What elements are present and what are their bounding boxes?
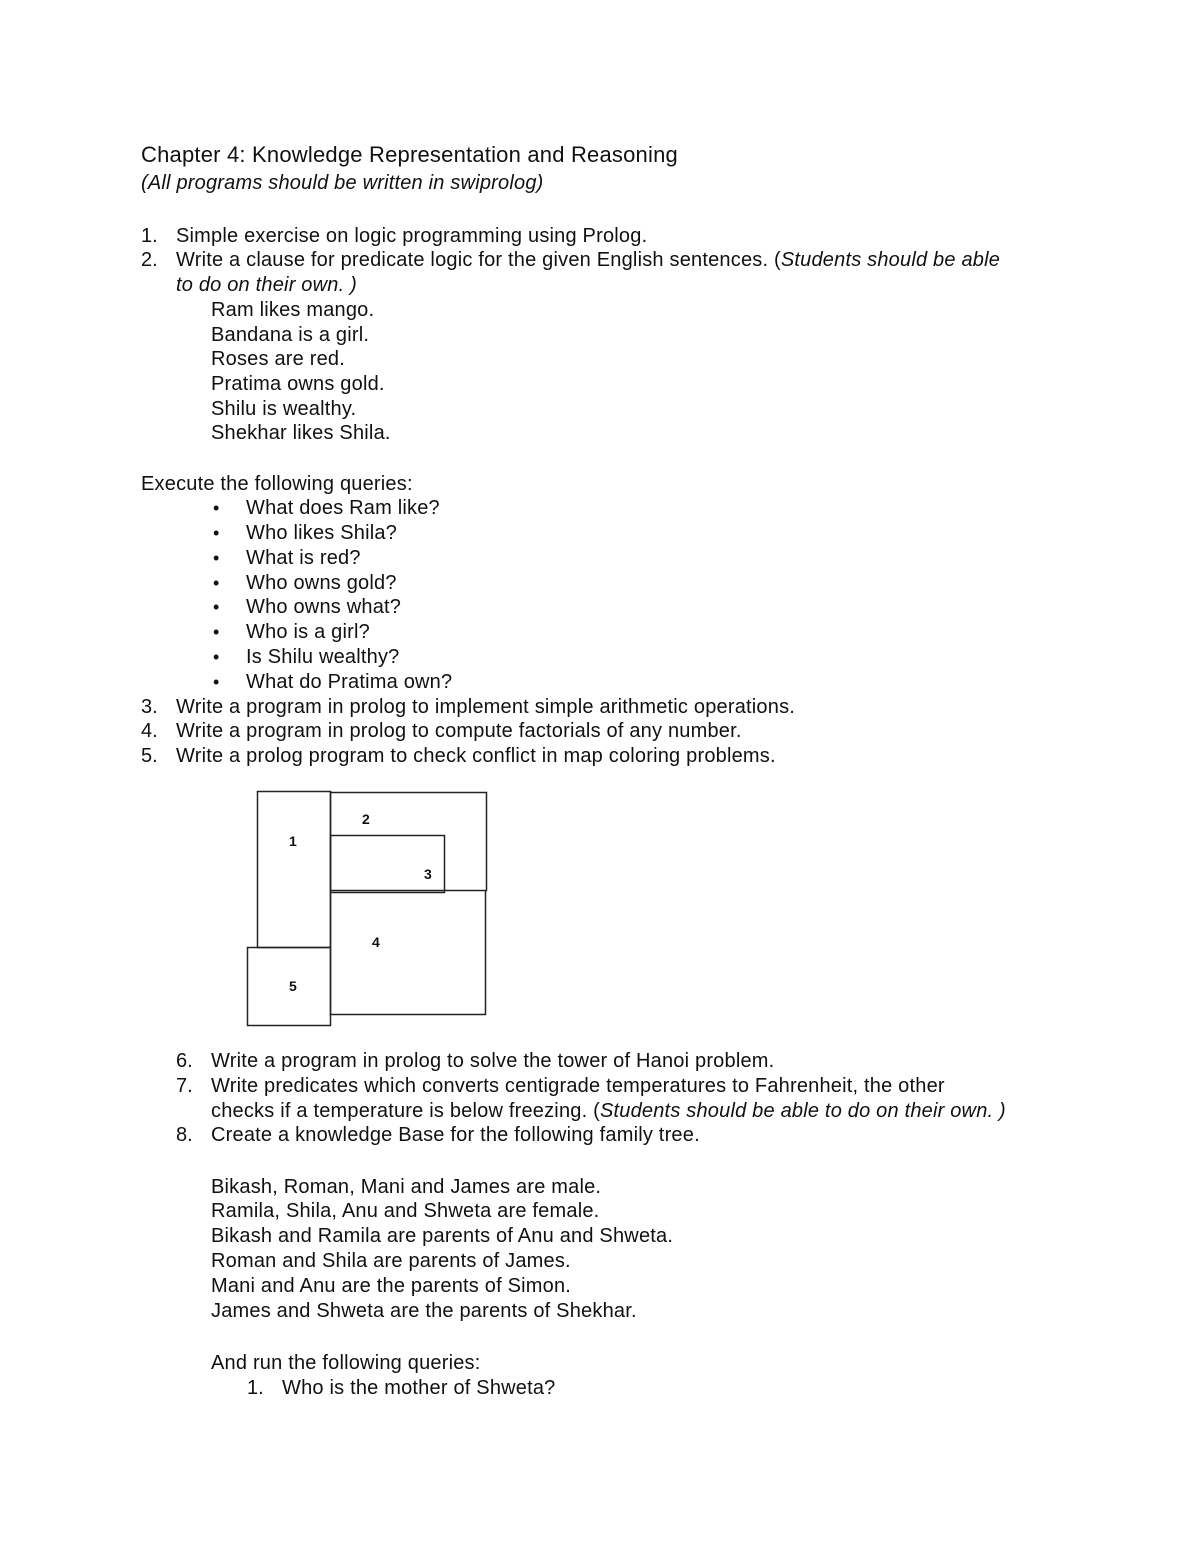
family-query-number: 1. [247,1377,264,1399]
family-fact: Mani and Anu are the parents of Simon. [211,1275,572,1297]
item-number: 8. [176,1124,193,1146]
map-coloring-diagram [240,785,500,1035]
page-title: Chapter 4: Knowledge Representation and Reasoning [141,142,678,167]
item-text: Write a prolog program to check conflict in map coloring problems. [176,745,776,767]
bullet-icon: • [213,548,220,568]
family-queries-intro: And run the following queries: [211,1352,481,1374]
query-item: Who owns gold? [246,572,397,594]
sentence: Pratima owns gold. [211,373,385,395]
family-fact: Bikash and Ramila are parents of Anu and Shweta. [211,1225,674,1247]
query-item: Who likes Shila? [246,522,398,544]
bullet-icon: • [213,498,220,518]
item-text: Write a program in prolog to compute factorials of any number. [176,720,742,742]
map-label-3: 3 [424,866,432,882]
bullet-icon: • [213,523,220,543]
family-fact: Ramila, Shila, Anu and Shweta are female. [211,1200,600,1222]
bullet-icon: • [213,622,220,642]
item-text: Write a program in prolog to solve the tower of Hanoi problem. [211,1050,775,1072]
query-item: What does Ram like? [246,497,440,519]
item-text-continued [211,1099,1006,1123]
page-subtitle: (All programs should be written in swiprolog) [141,172,544,194]
query-item: What is red? [246,547,361,569]
sentence: Shilu is wealthy. [211,398,357,420]
item-text: Write a program in prolog to implement simple arithmetic operations. [176,696,796,718]
map-label-2: 2 [362,811,370,827]
queries-intro: Execute the following queries: [141,473,413,495]
item-number: 6. [176,1050,193,1072]
query-item: Who owns what? [246,596,402,618]
sentence: Roses are red. [211,348,345,370]
item-note-continued: to do on their own. ) [176,274,357,296]
bullet-icon: • [213,647,220,667]
query-item: Is Shilu wealthy? [246,646,400,668]
item-number: 7. [176,1075,193,1097]
sentence: Bandana is a girl. [211,324,370,346]
query-item: What do Pratima own? [246,671,453,693]
sentence: Ram likes mango. [211,299,375,321]
item-text: Simple exercise on logic programming using Prolog. [176,225,648,247]
query-item: Who is a girl? [246,621,370,643]
sentence: Shekhar likes Shila. [211,422,391,444]
map-region-4 [331,891,486,1015]
map-region-2 [331,793,487,891]
family-fact: Bikash, Roman, Mani and James are male. [211,1176,602,1198]
map-label-5: 5 [289,978,297,994]
map-label-4: 4 [372,934,380,950]
map-region-3 [331,836,445,893]
item-text: Create a knowledge Base for the following family tree. [211,1124,700,1146]
family-query-text: Who is the mother of Shweta? [282,1377,556,1399]
item-text-main: Write a clause for predicate logic for the given English sentences. ( [176,249,781,271]
bullet-icon: • [213,597,220,617]
item-number: 2. [141,249,158,271]
item-number: 5. [141,745,158,767]
bullet-icon: • [213,672,220,692]
item-text: Write predicates which converts centigrade temperatures to Fahrenheit, the other [211,1075,945,1097]
map-label-1: 1 [289,833,297,849]
item-number: 1. [141,225,158,247]
item-note: Students should be able [780,249,1001,271]
item-text [176,248,1000,272]
item-number: 3. [141,696,158,718]
bullet-icon: • [213,573,220,593]
item-text-main: checks if a temperature is below freezing. ( [211,1100,600,1122]
map-region-1 [258,792,331,948]
family-fact: James and Shweta are the parents of Shekhar. [211,1300,637,1322]
item-number: 4. [141,720,158,742]
item-note: Students should be able to do on their own. ) [599,1100,1006,1122]
family-fact: Roman and Shila are parents of James. [211,1250,571,1272]
